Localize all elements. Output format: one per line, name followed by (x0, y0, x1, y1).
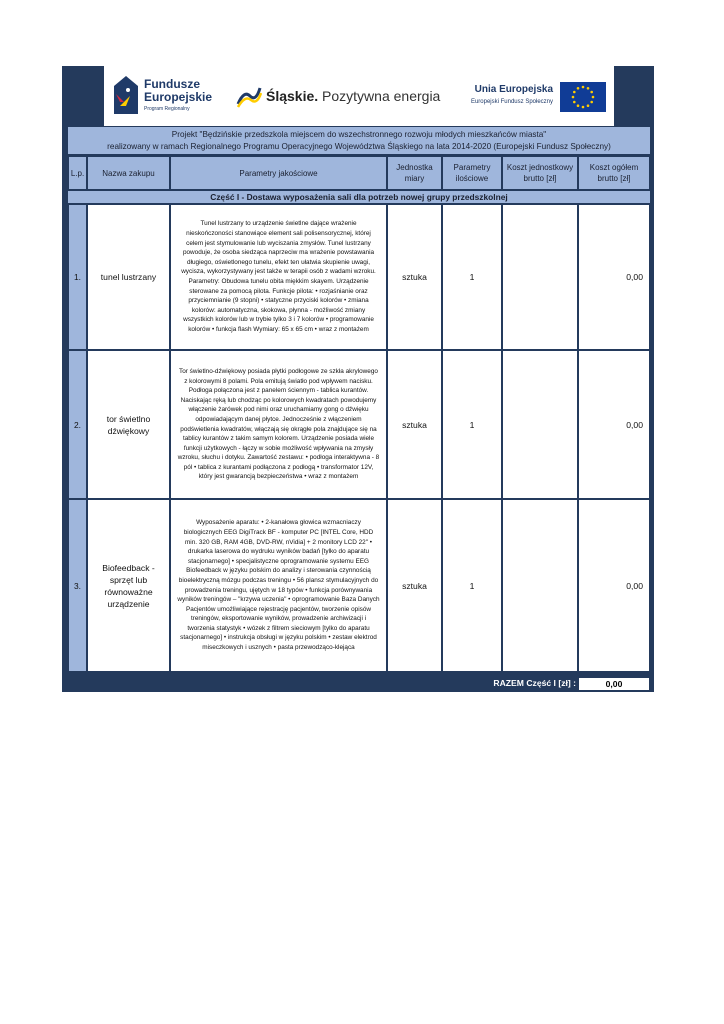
summary-value: 0,00 (579, 678, 649, 690)
slaskie-logo-rest: Pozytywna energia (318, 88, 441, 104)
row-total-cost: 0,00 (578, 350, 650, 499)
row-quantity: 1 (442, 350, 502, 499)
ue-logo-line2: Europejski Fundusz Społeczny (470, 99, 553, 105)
fe-logo-line2: Europejskie (144, 90, 213, 104)
unia-europejska-logo (449, 82, 609, 114)
fe-logo-line1: Fundusze (144, 77, 200, 91)
slaskie-wave-icon (236, 86, 262, 108)
header-unit: Jednostka miary (387, 156, 442, 190)
row-unit-cost[interactable] (502, 350, 578, 499)
fundusze-europejskie-logo (114, 76, 224, 118)
header-total-cost: Koszt ogółem brutto [zł] (578, 156, 650, 190)
project-title (68, 127, 650, 154)
row-description: Tunel lustrzany to urządzenie świetlne dające wrażenie nieskończoności stanowiące element sali polisensorycznej, której celem jest stymulowanie lub wyciszania zmysłów. Tunel lustrzany powoduje, że osoba siedząca naprzeciw ma wrażenie powstawania długiego, oświetlonego tunelu, efekt ten ułatwia skupienie uwagi, wycisza, wykorzystywany jest także w terapii osób z wadami wzroku. Parametry: Obudowa tunelu obita miękkim skayem. Urządzenie sterowane za pomocą pilota. Funkcje pilota: • rozjaśnianie oraz przyciemnianie (9 stopni) • statyczne przyciski kolorów • zmiana kolorów: automatyczna, skokowa, płynna - możliwość zmiany wszystkich kolorów lub w trybie tylko 3 i 7 kolorów • programowanie kolorów • funkcja flash Wymiary: 65 x 65 cm • wraz z montażem (170, 204, 387, 350)
slaskie-logo-text (266, 88, 440, 104)
project-title-line2: realizowany w ramach Regionalnego Programu Operacyjnego Województwa Śląskiego na lata 2014-2020 (Europejski Fundusz Społeczny) (107, 142, 611, 151)
row-unit-cost[interactable] (502, 204, 578, 350)
header-name: Nazwa zakupu (87, 156, 170, 190)
row-lp: 1. (68, 204, 87, 350)
row-item-name: tor świetlno dźwiękowy (87, 350, 170, 499)
header-qty: Parametry ilościowe (442, 156, 502, 190)
row-unit: sztuka (387, 499, 442, 672)
fundusze-europejskie-icon (114, 76, 138, 114)
slaskie-logo (236, 86, 441, 110)
row-unit: sztuka (387, 204, 442, 350)
row-unit: sztuka (387, 350, 442, 499)
fe-logo-line3: Program Regionalny (144, 106, 190, 112)
ue-logo-line1: Unia Europejska (474, 84, 553, 95)
section-title: Część I - Dostawa wyposażenia sali dla potrzeb nowej grupy przedszkolnej (68, 191, 650, 203)
row-total-cost: 0,00 (578, 499, 650, 672)
summary-label: RAZEM Część I [zł] : (493, 678, 576, 688)
header-unit-cost: Koszt jednostkowy brutto [zł] (502, 156, 578, 190)
row-lp: 2. (68, 350, 87, 499)
header-params: Parametry jakościowe (170, 156, 387, 190)
row-quantity: 1 (442, 499, 502, 672)
row-item-name: Biofeedback - sprzęt lub równoważne urządzenie (87, 499, 170, 672)
logo-bar (104, 66, 614, 126)
row-unit-cost[interactable] (502, 499, 578, 672)
row-quantity: 1 (442, 204, 502, 350)
header-lp: L.p. (68, 156, 87, 190)
project-title-line1: Projekt "Będzińskie przedszkola miejscem do wszechstronnego rozwoju młodych mieszkańców miasta" (171, 130, 547, 139)
row-description: Tor świetlno-dźwiękowy posiada płytki podłogowe ze szkła akrylowego z kolorowymi 8 polami. Pola emitują światło pod wpływem nacisku. Podłoga połączona jest z panelem ściennym - tablica kurantów. Naciskając ręką lub chodząc po kolorowych kwadratach powodujemy włączenie żarówek pod nimi oraz uruchamiamy gong o dźwięku odpowiadającym danej płytce. Jednocześnie z włączeniem podświetlenia kwadratów, włączają się okrągłe pola znajdujące się na tablicy kurantów z takim samym kolorem. Urządzenie posiada wiele funkcji użytkowych - łączy w sobie możliwość wpływania na zmysły wzroku, słuchu i dotyku. Zawartość zestawu: • podłoga interaktywna - 8 pól • tablica z kurantami podłączona z podłogą • transformator 12V, który jest gwarancją bezpieczeństwa • wraz z montażem (170, 350, 387, 499)
row-lp: 3. (68, 499, 87, 672)
row-item-name: tunel lustrzany (87, 204, 170, 350)
row-description: Wyposażenie aparatu: • 2-kanałowa głowica wzmacniaczy biologicznych EEG DigiTrack BF - komputer PC [INTEL Core, HDD min. 320 GB, RAM 4GB, DVD-RW, nVidia] + 2 monitory LCD 22" • drukarka laserowa do wydruku wyników badań [tylko do aparatu stacjonarnego] • specjalistyczne oprogramowanie systemu EEG Biofeedback w języku polskim do analizy i sterowania czynnością bioelektryczną mózgu podczas treningu • 56 plansz stymulacyjnych do prowadzenia treningu, ujętych w 18 typów • funkcja porównywania wyników treningów – "krzywa uczenia" • oprogramowanie Baza Danych Pacjentów umożliwiające rejestrację pacjentów, tworzenie opisów treningów, eksportowanie wyników, prowadzenie archiwizacji i tworzenia statystyk • wózek z filtrem sieciowym [tylko do aparatu stacjonarnego] • instrukcja obsługi w języku polskim • zestaw elektrod miseczkowych i usznych • pasta przewodząco-klejąca (170, 499, 387, 672)
row-total-cost: 0,00 (578, 204, 650, 350)
eu-flag-icon (560, 82, 606, 112)
slaskie-logo-bold: Śląskie. (266, 88, 319, 104)
